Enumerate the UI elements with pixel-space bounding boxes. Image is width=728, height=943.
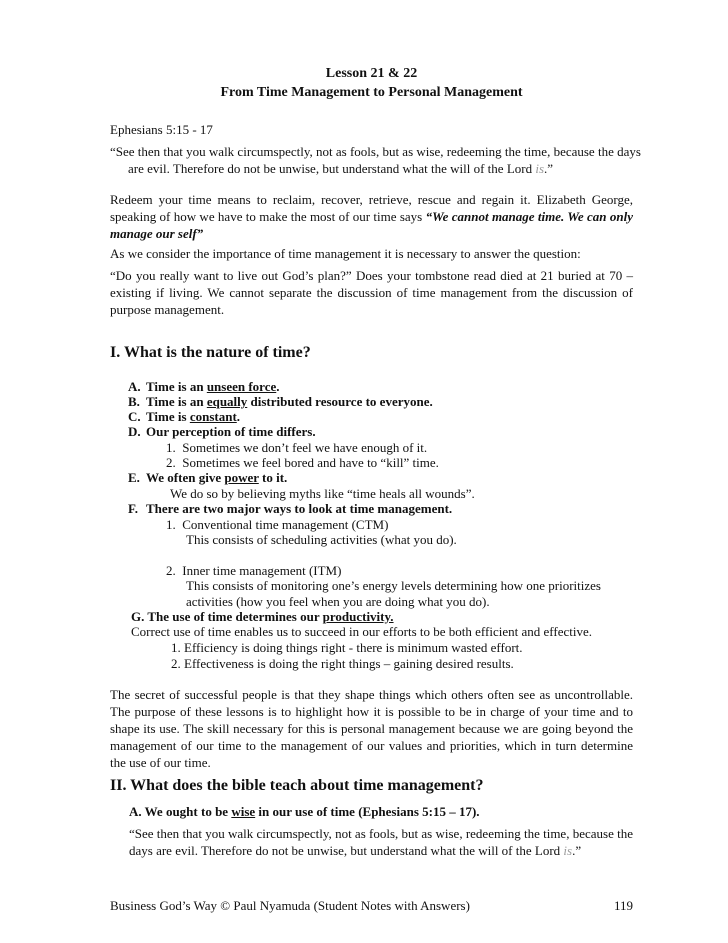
- intro-paragraph-2: As we consider the importance of time management it is necessary to answer the question:: [110, 246, 581, 261]
- list-item-b: B. Time is an equally distributed resource to everyone.: [128, 394, 433, 409]
- list-item-f-sub-2-desc-1: This consists of monitoring one’s energy levels determining how one prioritizes: [186, 578, 601, 593]
- list-item-g: G. The use of time determines our productivity.: [131, 609, 394, 624]
- scripture-quote: “See then that you walk circumspectly, not as fools, but as wise, redeeming the time, because the days are evil. Therefore do not be unwise, but understand what the will of the Lord is.”: [110, 144, 641, 176]
- page-number: 119: [613, 898, 633, 913]
- section-1-heading: I. What is the nature of time?: [110, 344, 311, 361]
- list-item-d-sub-1: 1. Sometimes we don’t feel we have enough of it.: [166, 440, 428, 455]
- list-item-d-sub-2: 2. Sometimes we feel bored and have to “kill” time.: [166, 455, 439, 470]
- intro-paragraph-1: Redeem your time means to reclaim, recover, retrieve, rescue and regain it. Elizabeth George, speaking of how we have to make the most of our time says “We cannot manage time. We can only manage our self”: [110, 192, 633, 241]
- lesson-title: [110, 64, 633, 102]
- page-footer: [110, 897, 633, 914]
- list-item-g-note: Correct use of time enables us to succeed in our efforts to be both efficient and effective.: [131, 624, 592, 639]
- list-item-d: D. Our perception of time differs.: [128, 424, 316, 439]
- list-item-f-sub-2: 2. Inner time management (ITM): [166, 563, 342, 578]
- list-item-f-sub-1-desc: This consists of scheduling activities (what you do).: [186, 532, 457, 547]
- closing-paragraph: The secret of successful people is that they shape things which others often see as uncontrollable. The purpose of these lessons is to highlight how it is possible to be in charge of your time and to shape its use. The skill necessary for this is personal management because we are going beyond the management of our time to the management of our values and priorities, which in turn determine the use of our time.: [110, 687, 633, 770]
- list-item-e-note: We do so by believing myths like “time heals all wounds”.: [170, 486, 475, 501]
- list-item-f: F. There are two major ways to look at time management.: [128, 501, 453, 516]
- list-item-a: A. Time is an unseen force.: [128, 379, 280, 394]
- list-item-e: E. We often give power to it.: [128, 470, 288, 485]
- list-item-f-sub-1: 1. Conventional time management (CTM): [166, 517, 389, 532]
- intro-paragraph-3: “Do you really want to live out God’s plan?” Does your tombstone read died at 21 buried at 70 – existing if living. We cannot separate the discussion of time management from the discussion of purpose management.: [110, 268, 633, 317]
- lesson-number: Lesson 21 & 22: [325, 66, 418, 81]
- lesson-subtitle: From Time Management to Personal Management: [220, 85, 523, 100]
- list-item-c: C. Time is constant.: [128, 409, 241, 424]
- section-2-item-a: A. We ought to be wise in our use of time (Ephesians 5:15 – 17).: [129, 804, 480, 819]
- section-2-quote: “See then that you walk circumspectly, not as fools, but as wise, redeeming the time, because the days are evil. Therefore do not be unwise, but understand what the will of the Lord is.”: [129, 826, 633, 858]
- section-2-heading: II. What does the bible teach about time management?: [110, 777, 484, 794]
- list-item-g-sub-2: 2. Effectiveness is doing the right things – gaining desired results.: [171, 656, 514, 671]
- list-item-f-sub-2-desc-2: activities (how you feel when you are doing what you do).: [186, 594, 490, 609]
- scripture-reference: Ephesians 5:15 - 17: [110, 122, 213, 137]
- list-item-g-sub-1: 1. Efficiency is doing things right - there is minimum wasted effort.: [171, 640, 523, 655]
- footer-credit: Business God’s Way © Paul Nyamuda (Student Notes with Answers): [110, 898, 470, 913]
